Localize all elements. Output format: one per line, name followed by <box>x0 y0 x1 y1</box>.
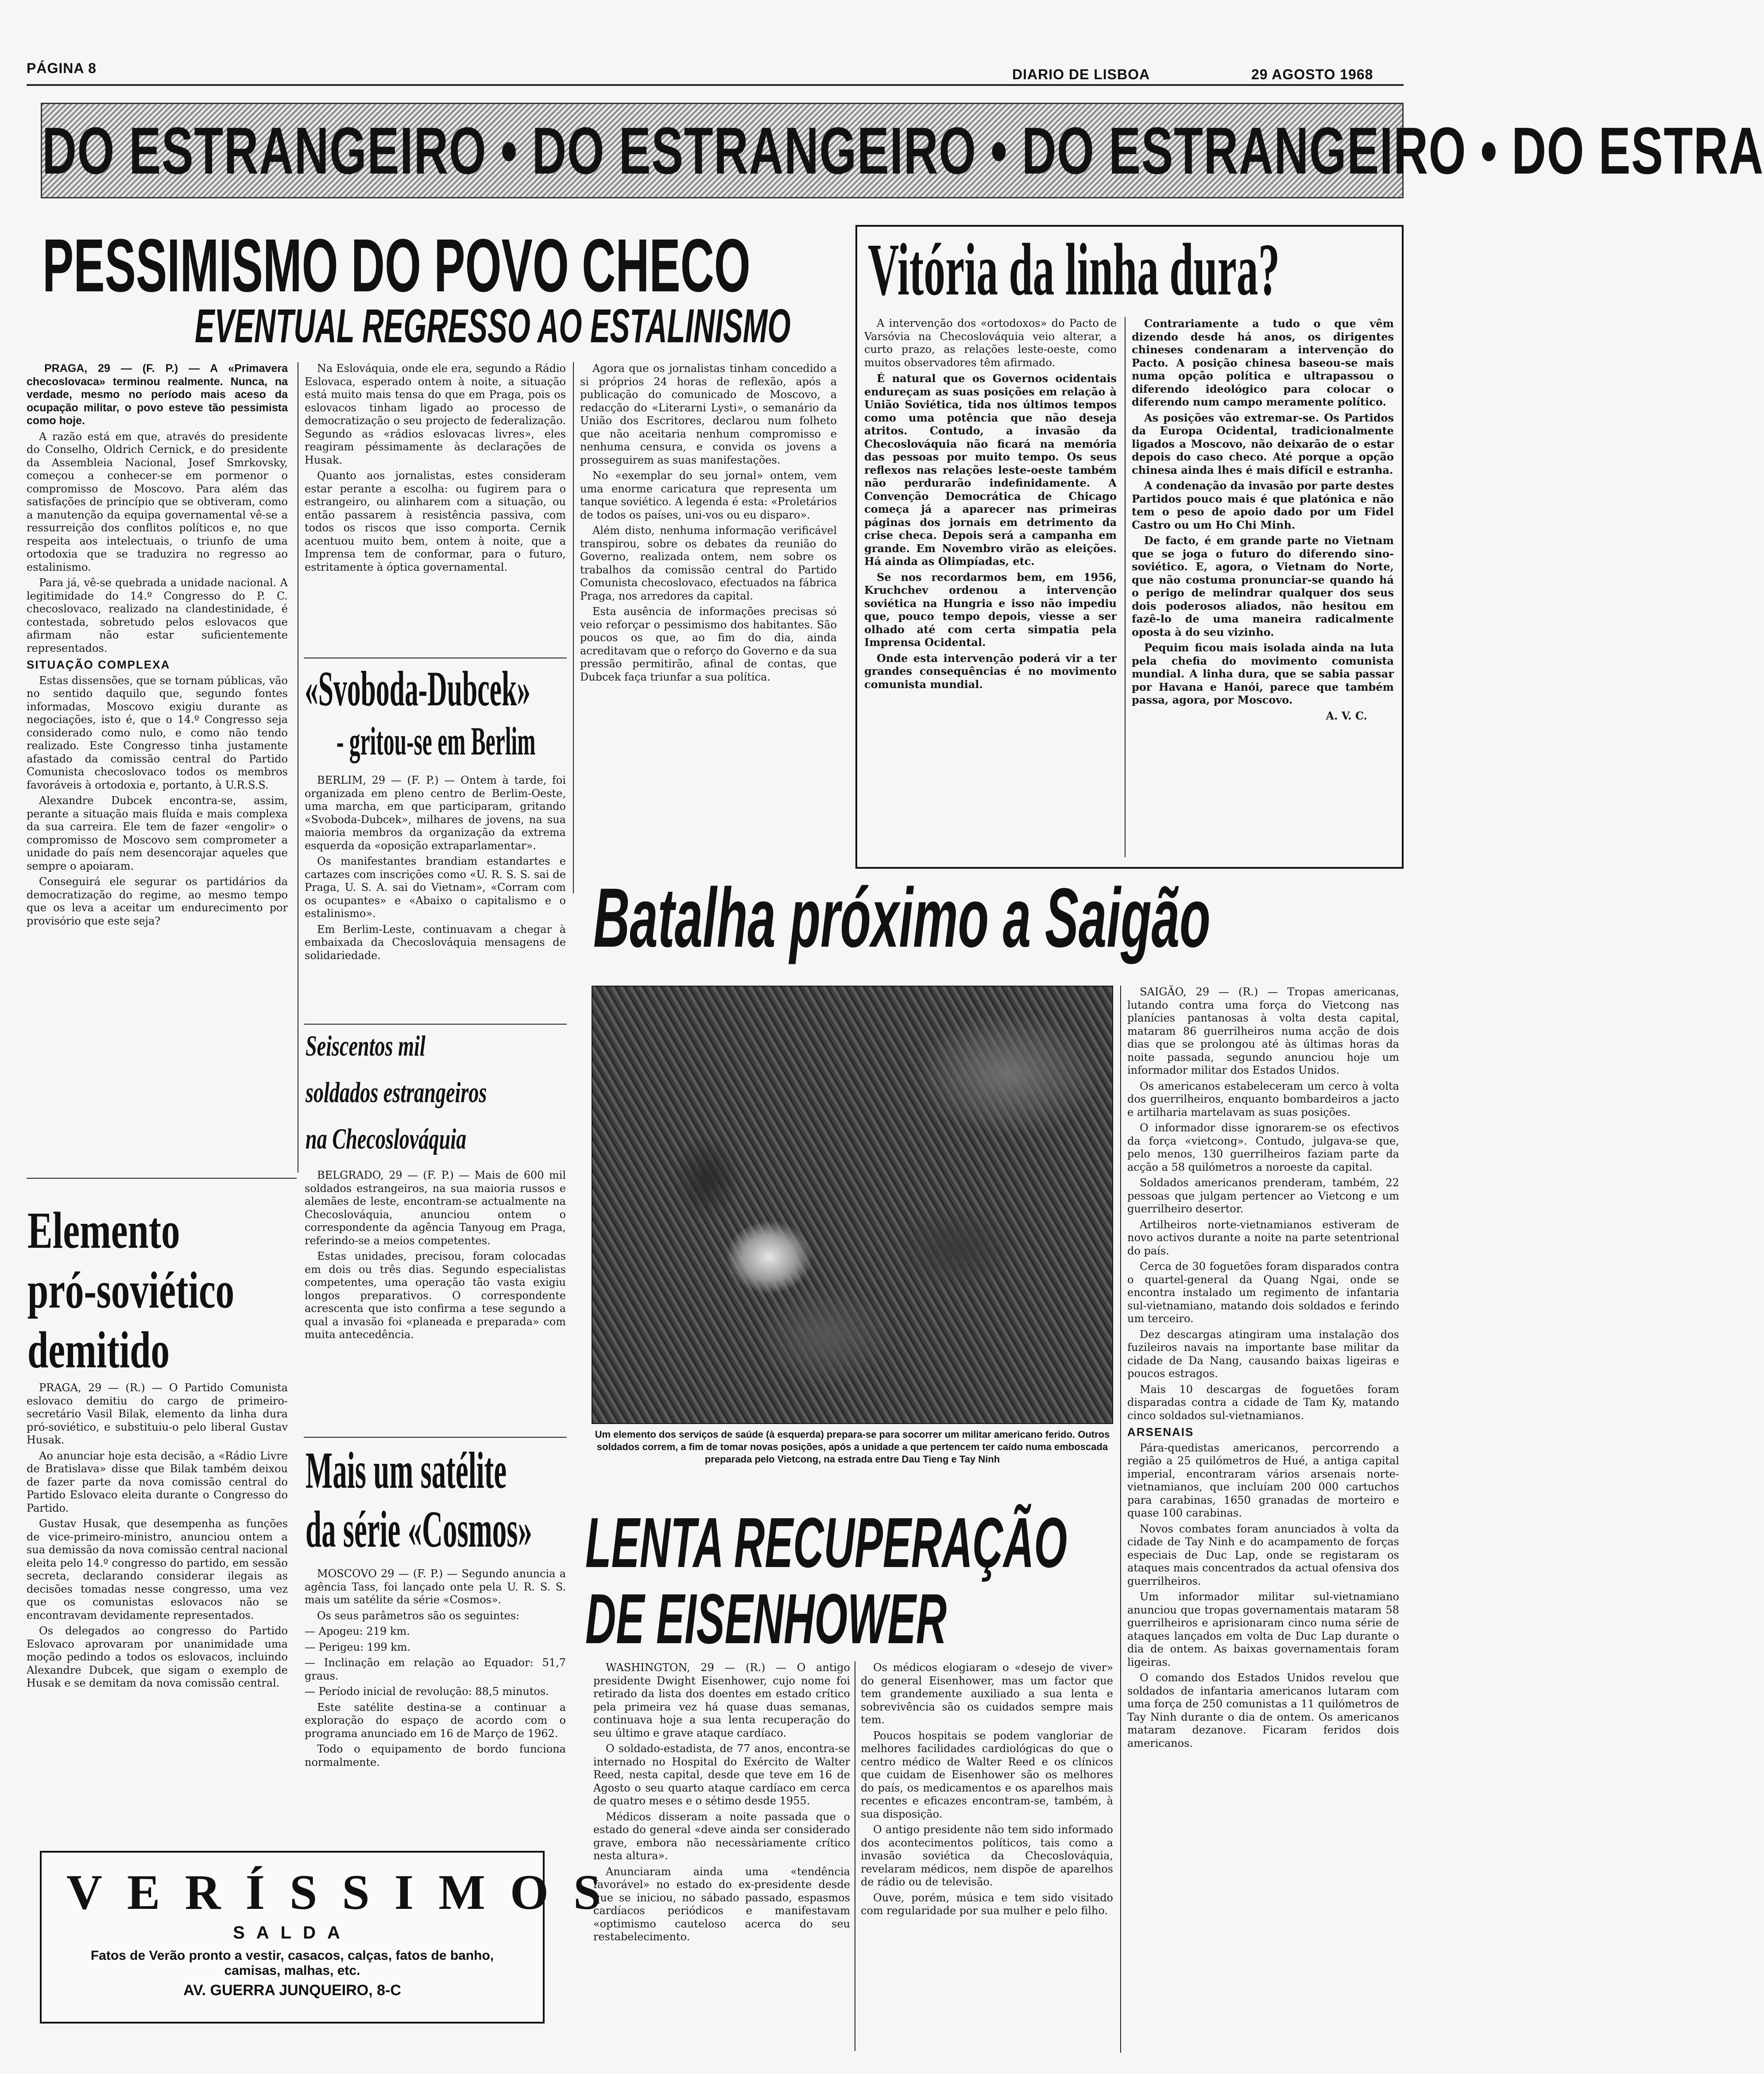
satelite-paragraph: Este satélite destina-se a continuar a exploração do espaço de acordo com o programa anunciado em 16 de Março de 1962. <box>305 1701 566 1740</box>
checo-paragraph: A razão está em que, através do presidente do Conselho, Oldrich Cernick, e do presidente da Assembleia Nacional, Josef Smrkovsky, começou a conhecer-se em pormenor o compromisso de Moscovo. Para além das satisfações de princípio que se obtiveram, como a manutenção da equipa governamental vê-se a ressurreição dos conflitos políticos e, no que respeita aos intelectuais, o triunfo de uma ortodoxia que se traduzira no regresso ao estalinismo. <box>27 430 288 573</box>
seiscentos-headline-3 <box>306 1125 535 1154</box>
vitoria-paragraph: Contrariamente a tudo o que vêm dizendo desde há anos, os dirigentes chineses condenaram a intervenção do Pacto. A posição chinesa baseou-se mais numa opção política e ultrapassou o diferendo ideológico para colocar o diferendo num campo meramente político. <box>1132 317 1394 408</box>
eisenhower-headline-text: DE EISENHOWER <box>585 1579 947 1658</box>
vitoria-paragraph: A intervenção dos «ortodoxos» do Pacto de Varsóvia na Checoslováquia veio alterar, a curto prazo, as relações leste-oeste, como muitos observadores têm afirmado. <box>864 317 1117 369</box>
checo-paragraph: Para já, vê-se quebrada a unidade nacional. A legitimidade do 14.º Congresso do P. C. checoslovaco, realizado na clandestinidade, é contestada, sobretudo pelos eslovacos que afirmam não estar suficientemente representados. <box>27 577 288 654</box>
section-rule <box>304 1437 567 1438</box>
checo-paragraph: Conseguirá ele segurar os partidários da democratização do regime, ao mesmo tempo que os leva a aceitar um endurecimento por provisório que este seja? <box>27 875 288 927</box>
vitoria-paragraph: De facto, é em grande parte no Vietnam que se joga o futuro do diferendo sino-soviético. E, agora, o Vietnam do Norte, que não costuma pronunciar-se quando há o perigo de melindrar qualquer dos seus dois poderosos aliados, não hesitou em fazê-lo de uma maneira radicalmente oposta à do seu vizinho. <box>1132 534 1394 638</box>
satelite-paragraph: MOSCOVO 29 — (F. P.) — Segundo anuncia a agência Tass, foi lançado onte pela U. R. S. S. mais um satélite da série «Cosmos». <box>305 1567 566 1606</box>
eisenhower-headline-1 <box>585 1503 1388 1582</box>
checo-subheadline-text: EVENTUAL REGRESSO AO ESTALINISMO <box>195 299 791 352</box>
eisenhower-paragraph: WASHINGTON, 29 — (R.) — O antigo presidente Dwight Eisenhower, cujo nome foi retirado da lista dos doentes em estado crítico pela primeira vez há quase duas semanas, continuava hoje a sua lenta recuperação do seu último e grave ataque cardíaco. <box>593 1661 850 1739</box>
seiscentos-body <box>305 1169 566 1435</box>
vitoria-paragraph: As posições vão extremar-se. Os Partidos da Europa Ocidental, tradicionalmente ligados a Moscovo, não deixarão de o estar depois do caso checo. Até porque a opção chinesa ainda lhes é mais difícil e estranha. <box>1132 411 1394 476</box>
eisenhower-column-1 <box>593 1661 850 2060</box>
masthead-rule <box>27 84 1404 86</box>
checo-paragraph: Esta ausência de informações precisas só veio reforçar o pessimismo dos habitantes. São poucos os que, ao fim do dia, ainda acreditavam que o reforço do Governo e da sua pressão permitirão, afinal de contas, que Dubcek faça triunfar a sua política. <box>580 605 837 683</box>
saigao-headline <box>593 871 1622 965</box>
saigao-paragraph: SAIGÃO, 29 — (R.) — Tropas americanas, lutando contra uma força do Vietcong nas planícies pantanosas à volta desta capital, mataram 86 guerrilheiros numa acção de dois dias que se prolongou até às últimas horas da noite passada, segundo anunciou hoje um informador militar dos Estados Unidos. <box>1127 986 1399 1076</box>
battle-photo <box>592 986 1113 1424</box>
vitoria-headline-text: Vitória da linha dura? <box>868 228 1280 311</box>
checo-paragraph: Agora que os jornalistas tinham concedido a si próprios 24 horas de reflexão, após a publicação do comunicado de Moscovo, a redacção do «Literarni Lysti», o semanário da União dos Escritores, declarou num folheto que não aceitaria nenhum compromisso e nenhuma censura, e convida os jovens a prosseguirem as suas manifestações. <box>580 362 837 466</box>
vitoria-signature: A. V. C. <box>1326 709 1367 722</box>
checo-paragraph: No «exemplar do seu jornal» ontem, vem uma enorme caricatura que representa um tanque soviético. A legenda é esta: «Proletários de todos os países, uni-vos ou eu disparo». <box>580 469 837 521</box>
elemento-headline-text: demitido <box>27 1321 170 1379</box>
ad-line: Fatos de Verão pronto a vestir, casacos, calças, fatos de banho, <box>90 1948 494 1963</box>
section-banner-text: DO ESTRANGEIRO • DO ESTRANGEIRO • DO ESTRANGEIRO • DO ESTRA <box>42 113 1764 188</box>
elemento-paragraph: PRAGA, 29 — (R.) — O Partido Comunista eslovaco demitiu do cargo de primeiro-secretário Vasil Bilak, elemento da linha dura pró-soviético, e substituiu-o pelo liberal Gustav Husak. <box>27 1381 288 1446</box>
satelite-list-item: — Apogeu: 219 km. <box>305 1625 410 1637</box>
section-rule <box>304 1024 567 1025</box>
checo-lead: PRAGA, 29 — (F. P.) — A «Primavera checoslovaca» terminou realmente. Nunca, na verdade, mesmo no período mais aceso da ocupação militar, o povo esteve tão pessimista como hoje. <box>27 362 288 427</box>
ad-address: AV. GUERRA JUNQUEIRO, 8-C <box>183 1982 401 1999</box>
saigao-paragraph: Mais 10 descargas de foguetões foram disparadas contra a cidade de Tam Ky, matando cinco soldados sul-vietnamianos. <box>1127 1383 1399 1422</box>
svoboda-subheadline-text: - gritou-se em Berlim <box>337 720 536 763</box>
seiscentos-headline-text: Seiscentos mil <box>306 1030 426 1062</box>
elemento-paragraph: Gustav Husak, que desempenha as funções de vice-primeiro-ministro, anunciou ontem a sua demissão da nova comissão central nacional eleita pelo 14.º congresso do partido, em sessão secreta, declarando considerar ilegais as decisões tomadas nesse congresso, uma vez que os comunistas eslovacos não se encontravam devidamente representados. <box>27 1517 288 1621</box>
eisenhower-paragraph: Os médicos elogiaram o «desejo de viver» do general Eisenhower, mas um factor que tem grandemente auxiliado a sua lenta e sobrevivência são os cuidados sempre mais tem. <box>861 1661 1113 1726</box>
saigao-paragraph: O comando dos Estados Unidos revelou que soldados de infantaria americanos lutaram com uma força de 250 comunistas a 11 quilómetros de Tay Ninh durante o dia de ontem. Os americanos mataram dezanove. Ficaram feridos dois americanos. <box>1127 1672 1399 1749</box>
checo-paragraph: Alexandre Dubcek encontra-se, assim, perante a situação mais fluída e mais complexa da sua carreira. Ele tem de fazer «engolir» o compromisso de Moscovo sem comprometer a unidade do país nem desencorajar aqueles que sempre o apoiaram. <box>27 794 288 872</box>
svoboda-paragraph: Os manifestantes brandiam estandartes e cartazes com inscrições como «U. R. S. S. sai de Praga, U. S. A. sai do Vietnam», «Corram com os ocupantes» e «Abaixo o capitalismo e o estalinismo». <box>305 855 566 920</box>
checo-headline-text: PESSIMISMO DO POVO CHECO <box>43 224 750 308</box>
eisenhower-paragraph: Ouve, porém, música e tem sido visitado com regularidade por sua mulher e pelo filho. <box>861 1891 1113 1917</box>
svoboda-paragraph: BERLIM, 29 — (F. P.) — Ontem à tarde, foi organizada em pleno centro de Berlim-Oeste, uma marcha, em que participaram, gritando «Svoboda-Dubcek», milhares de jovens, na sua maioria membros da organização da extrema esquerda da «oposição extraparlamentar». <box>305 774 566 852</box>
checo-paragraph: Além disto, nenhuma informação verificável transpirou, sobre os debates da reunião do Governo, realizada ontem, nem sobre os trabalhos da comissão central do Partido Comunista checoslovaco, efectuados na fábrica Praga, nos arredores da capital. <box>580 524 837 602</box>
photo-caption: Um elemento dos serviços de saúde (à esquerda) prepara-se para socorrer um militar americano ferido. Outros soldados correm, a fim de tomar novas posições, após a unidade a que pertencem ter caído numa emboscada preparada pelo Vietcong, na estrada entre Dau Tieng e Tay Ninh <box>595 1429 1110 1465</box>
vitoria-paragraph: Se nos recordarmos bem, em 1956, Kruchchev ordenou a intervenção soviética na Hungria e isso não impediu que, pouco tempo depois, viesse a ser olhado até com certa simpatia pela Imprensa Ocidental. <box>864 570 1117 649</box>
satelite-list-item: — Inclinação em relação ao Equador: 51,7 graus. <box>305 1656 566 1682</box>
seiscentos-paragraph: BELGRADO, 29 — (F. P.) — Mais de 600 mil soldados estrangeiros, na sua maioria russos e alemães de leste, encontram-se actualmente na Checoslováquia, anunciou ontem o correspondente da agência Tanyoug em Praga, referindo-se a meios competentes. <box>305 1169 566 1247</box>
checo-paragraph: Na Eslováquia, onde ele era, segundo a Rádio Eslovaca, esperado ontem à noite, a situação está muito mais tensa do que em Praga, pois os eslovacos tinham ligado ao processo de democratização o seu projecto de federalização. Segundo as «rádios eslovacas livres», eles reagiram péssimamente às declarações de Husak. <box>305 362 566 466</box>
checo-column-3 <box>580 362 837 894</box>
saigao-paragraph: Dez descargas atingiram uma instalação dos fuzileiros navais na importante base militar da cidade de Da Nang, causando baixas ligeiras e poucos estragos. <box>1127 1328 1399 1380</box>
eisenhower-paragraph: Poucos hospitais se podem vangloriar de melhores facilidades cardiológicas do que o centro médico de Walter Reed e os clínicos que cuidam de Eisenhower são os melhores do país, os medicamentos e os aparelhos mais recentes e eficazes encontram-se, também, à sua disposição. <box>861 1729 1113 1820</box>
svoboda-headline-text: «Svoboda-Dubcek» <box>305 662 531 716</box>
vitoria-paragraph: É natural que os Governos ocidentais endureçam as suas posições em relação à União Soviética, tida nos últimos tempos como uma potência que não deseja atritos. Contudo, a invasão da Checoslováquia não ficará na memória das pessoas por muito tempo. Os seus reflexos nas relações leste-oeste também não perdurarão indefinidamente. A Convenção Democrática de Chicago começa já a aparecer nas primeiras páginas dos jornais em detrimento da crise checa. Depois será a campanha em grande. Em Novembro virão as eleições. Há ainda as Olimpíadas, etc. <box>864 372 1117 568</box>
elemento-headline-text: Elemento <box>27 1201 180 1259</box>
checo-column-1 <box>27 362 288 1172</box>
seiscentos-headline-2 <box>306 1078 565 1107</box>
ad-line: camisas, malhas, etc. <box>224 1963 360 1978</box>
elemento-headline-2 <box>27 1261 315 1319</box>
satelite-headline-text: da série «Cosmos» <box>306 1500 532 1558</box>
column-rule <box>1125 317 1126 857</box>
saigao-paragraph: O informador disse ignorarem-se os efectivos da força «vietcong». Contudo, julgava-se que, pelo menos, 130 guerrilheiros faziam parte da acção a 58 quilómetros a noroeste da capital. <box>1127 1122 1399 1173</box>
page-number: PÁGINA 8 <box>27 60 97 76</box>
saigao-paragraph: Artilheiros norte-vietnamianos estiveram de novo activos durante a noite na parte setentrional do país. <box>1127 1218 1399 1257</box>
svoboda-subheadline <box>337 722 698 762</box>
saigao-headline-text: Batalha próximo a Saigão <box>593 871 1211 965</box>
saigao-paragraph: Cerca de 30 foguetões foram disparados contra o quartel-general da Quang Ngai, onde se encontra instalado um regimento de infantaria sul-vietnamiano, matando dois soldados e ferindo um terceiro. <box>1127 1260 1399 1325</box>
ad-title: VERÍSSIMOS <box>66 1865 626 1920</box>
satelite-paragraph: Todo o equipamento de bordo funciona normalmente. <box>305 1743 566 1768</box>
eisenhower-paragraph: Médicos disseram a noite passada que o estado do general «deve ainda ser considerado grave, embora não necessàriamente crítico nesta altura». <box>593 1810 850 1862</box>
saigao-paragraph: Os americanos estabeleceram um cerco à volta dos guerrilheiros, enquanto bombardeiros a jacto e artilharia martelavam as suas posições. <box>1127 1080 1399 1118</box>
checo-paragraph: Estas dissensões, que se tornam públicas, vão no sentido daquilo que, segundo fontes informadas, Moscovo exigiu durante as negociações, isto é, que o 14.º Congresso seja considerado como nulo, e como não tendo realizado. Este Congresso tinha justamente afastado da comissão central do Partido Comunista checoslovaco todos os membros favoráveis à ortodoxia e, portanto, à U.R.S.S. <box>27 674 288 791</box>
checo-column-2 <box>305 362 566 650</box>
eisenhower-column-2 <box>861 1661 1113 2060</box>
section-rule <box>27 1178 297 1179</box>
eisenhower-paragraph: Anunciaram ainda uma «tendência favorável» no estado do ex-presidente desde que se iniciou, no sábado passado, espasmos cardíacos periódicos e manifestavam «optimismo cauteloso acerca do seu restabelecimento. <box>593 1865 850 1943</box>
seiscentos-paragraph: Estas unidades, precisou, foram colocadas em dois ou três dias. Segundo especialistas competentes, uma operação tão vasta exigiu longos preparativos. O correspondente acrescenta que isto confirma a tese segundo a qual a invasão foi «planeada e preparada» com muita antecedência. <box>305 1250 566 1341</box>
vitoria-column-2 <box>1132 317 1394 862</box>
ad-subtitle: SALDA <box>233 1923 352 1942</box>
elemento-paragraph: Os delegados ao congresso do Partido Eslovaco aprovaram por unanimidade uma moção pedindo a todos os eslovacos, incluindo Alexandre Dubcek, que sigam o exemplo de Husak e se demitam da nova comissão central. <box>27 1625 288 1689</box>
saigao-paragraph: Pára-quedistas americanos, percorrendo a região a 25 quilómetros de Hué, a antiga capital imperial, encontraram vários arsenais norte-vietnamianos, que incluíam 200 000 cartuchos para carabinas, 1650 granadas de morteiro e quase 100 carabinas. <box>1127 1441 1399 1519</box>
vitoria-paragraph: Pequim ficou mais isolada ainda na luta pela chefia do movimento comunista mundial. A linha dura, que se sabia passar por Havana e Hanói, parece que também passa, agora, por Moscovo. <box>1132 641 1394 706</box>
svoboda-paragraph: Em Berlim-Leste, continuavam a chegar à embaixada da Checoslováquia mensagens de solidariedade. <box>305 923 566 962</box>
vitoria-column-1 <box>864 317 1117 862</box>
advertisement <box>40 1851 626 2024</box>
newspaper-name: DIARIO DE LISBOA <box>1012 66 1150 82</box>
issue-date: 29 AGOSTO 1968 <box>1251 66 1373 82</box>
eisenhower-paragraph: O soldado-estadista, de 77 anos, encontra-se internado no Hospital do Exército de Walter Reed, nesta capital, desde que teve em 16 de Agosto o seu quarto ataque cardíaco em cerca de quatro meses e o sétimo desde 1955. <box>593 1742 850 1807</box>
seiscentos-headline-text: na Checoslováquia <box>306 1123 467 1155</box>
vitoria-paragraph: A condenação da invasão por parte destes Partidos pouco mais é que platónica e não tem o peso de apoio dado por um Fidel Castro ou um Ho Chi Minh. <box>1132 479 1394 531</box>
saigao-paragraph: Um informador militar sul-vietnamiano anunciou que tropas governamentais mataram 58 guerrilheiros e aprisionaram cinco numa série de ataques lançados em volta de Duc Lap durante o dia de ontem. As baixas governamentais foram ligeiras. <box>1127 1590 1399 1668</box>
elemento-headline-text: pró-soviético <box>27 1261 235 1319</box>
elemento-body <box>27 1381 288 1833</box>
satelite-paragraph: Os seus parâmetros são os seguintes: <box>317 1609 520 1622</box>
seiscentos-headline-text: soldados estrangeiros <box>306 1076 487 1109</box>
elemento-paragraph: Ao anunciar hoje esta decisão, a «Rádio Livre de Bratislava» disse que Bilak também deixou de fazer parte da nova comissão central do Partido Eslovaco eleita durante o Congresso do Partido. <box>27 1449 288 1514</box>
saigao-subhead: ARSENAIS <box>1127 1425 1194 1439</box>
elemento-headline-1 <box>27 1201 239 1259</box>
satelite-list-item: — Período inicial de revolução: 88,5 minutos. <box>305 1685 549 1698</box>
svoboda-headline <box>305 664 715 714</box>
eisenhower-paragraph: O antigo presidente não tem sido informado dos acontecimentos políticos, tais como a invasão soviética da Checoslováquia, revelaram médicos, nem dispõe de aparelhos de rádio ou de televisão. <box>861 1823 1113 1888</box>
eisenhower-headline-text: LENTA RECUPERAÇÃO <box>585 1503 1068 1582</box>
saigao-paragraph: Soldados americanos prenderam, também, 22 pessoas que julgam pertencer ao Vietcong e um guerrilheiro desertor. <box>1127 1176 1399 1215</box>
eisenhower-headline-2 <box>585 1579 1188 1658</box>
column-rule <box>573 362 574 894</box>
checo-paragraph: Quanto aos jornalistas, estes consideram estar perante a escolha: ou fugirem para o estrangeiro, ou alinharem com a situação, ou então passarem à resistência passiva, com todos os riscos que isso comporta. Cernik acentuou muito bem, ontem à noite, que a Imprensa tem de conformar, para o futuro, estritamente à óptica governamental. <box>305 469 566 573</box>
saigao-paragraph: Novos combates foram anunciados à volta da cidade de Tay Ninh e do acampamento de forças especiais de Duc Lap, onde se registaram os ataques mais concentrados da actual ofensiva dos guerrilheiros. <box>1127 1522 1399 1587</box>
satelite-list-item: — Perigeu: 199 km. <box>305 1641 411 1653</box>
vitoria-headline <box>868 228 1578 311</box>
vitoria-paragraph: Onde esta intervenção poderá vir a ter grandes consequências é no movimento comunista mundial. <box>864 651 1117 691</box>
seiscentos-headline-1 <box>306 1032 477 1061</box>
svoboda-body <box>305 774 566 1022</box>
section-banner <box>41 103 1764 198</box>
elemento-headline-3 <box>27 1321 225 1379</box>
checo-subhead: SITUAÇÃO COMPLEXA <box>27 658 170 671</box>
satelite-headline-text: Mais um satélite <box>306 1441 507 1499</box>
